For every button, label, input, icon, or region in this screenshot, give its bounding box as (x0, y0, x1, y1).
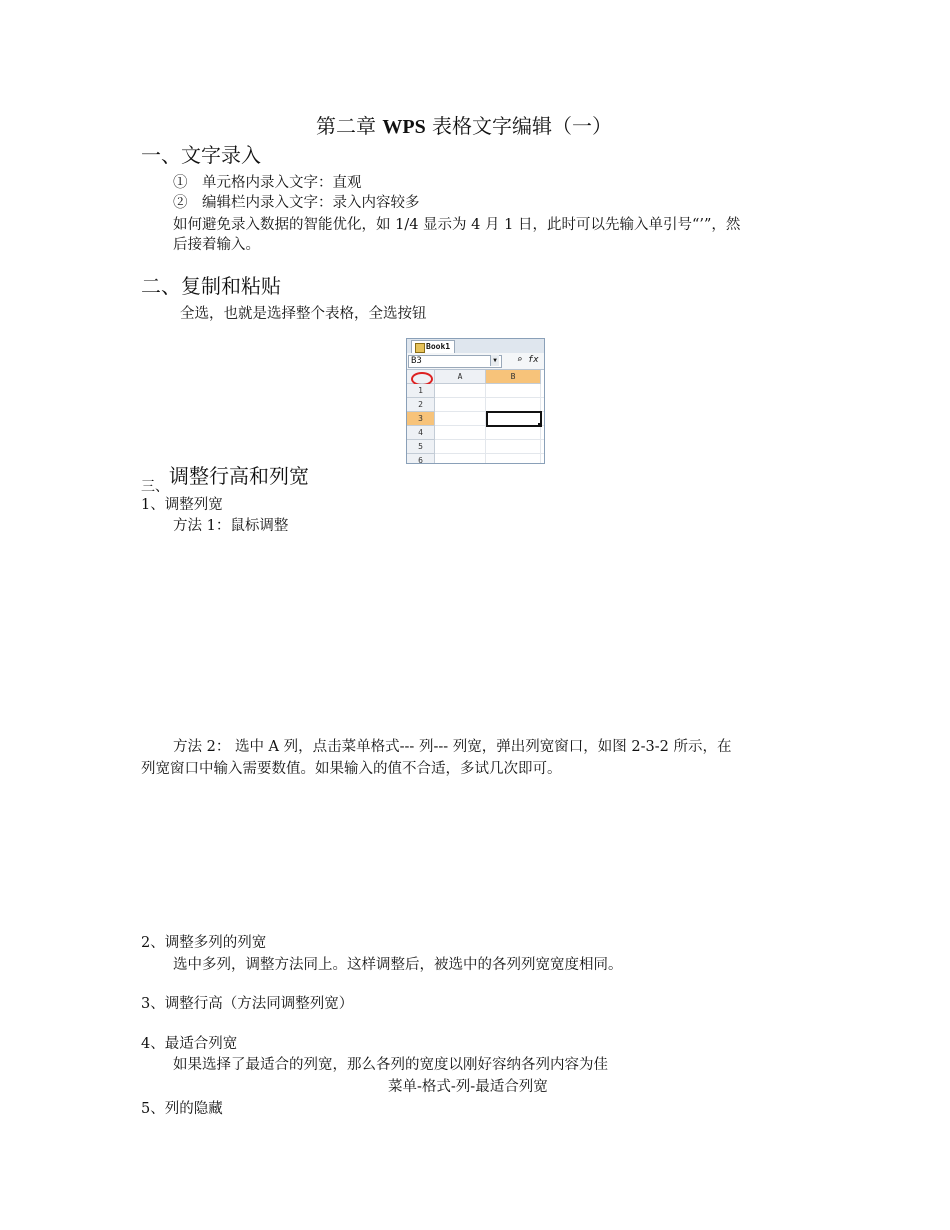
section-heading-copy-paste: 二、复制和粘贴 (141, 274, 281, 298)
fx-icon: fx (527, 355, 539, 365)
subheading: 2、调整多列的列宽 (141, 935, 267, 951)
paragraph-line: 列宽窗口中输入需要数值。如果输入的值不合适，多试几次即可。 (141, 761, 562, 777)
row-header: 5 (407, 440, 435, 454)
function-search-icon: ⌕ (517, 355, 523, 365)
sheet-tab-bar (407, 339, 544, 354)
active-cell-b3 (486, 411, 542, 427)
subheading: 3、调整行高（方法同调整列宽） (141, 996, 354, 1012)
fill-handle (538, 423, 541, 426)
chevron-down-icon: ▼ (490, 355, 499, 366)
title-suffix: 表格文字编辑（一） (425, 114, 613, 138)
row-header-selected: 3 (407, 412, 435, 426)
grid-line (435, 397, 544, 398)
page-title (316, 110, 612, 139)
subheading: 1、调整列宽 (141, 497, 223, 513)
title-bold: WPS (382, 116, 426, 138)
row-header: 2 (407, 398, 435, 412)
section-heading-text: 调整行高和列宽 (169, 464, 309, 488)
title-prefix: 第二章 (316, 114, 383, 138)
section-heading-row-col (141, 460, 309, 495)
column-header-a: A (435, 370, 486, 384)
paragraph-line: 方法 2： 选中 A 列，点击菜单格式--- 列--- 列宽，弹出列宽窗口，如图 2-3-2 所示，在 (173, 739, 732, 755)
row-header: 4 (407, 426, 435, 440)
workbook-tab-label: Book1 (426, 342, 451, 351)
grid-line (435, 439, 544, 440)
row-header: 6 (407, 454, 435, 464)
formula-bar (407, 353, 544, 370)
paragraph: 选中多列，调整方法同上。这样调整后，被选中的各列列宽宽度相同。 (173, 957, 623, 973)
column-header-b: B (486, 370, 541, 384)
paragraph: 方法 1：鼠标调整 (173, 518, 289, 534)
paragraph-line: 后接着输入。 (173, 237, 260, 253)
list-item: ② 编辑栏内录入文字：录入内容较多 (173, 195, 420, 211)
menu-path: 菜单-格式-列-最适合列宽 (388, 1079, 548, 1095)
row-header: 1 (407, 384, 435, 398)
workbook-tab (411, 340, 455, 353)
paragraph: 如果选择了最适合的列宽，那么各列的宽度以刚好容纳各列内容为佳 (173, 1057, 608, 1073)
subheading: 5、列的隐藏 (141, 1101, 223, 1117)
formula-icons (517, 355, 539, 365)
section-heading-text-entry: 一、文字录入 (141, 143, 261, 167)
list-item: ① 单元格内录入文字：直观 (173, 175, 362, 191)
section-heading-prefix: 三、 (141, 479, 169, 495)
name-box: B3 (408, 355, 502, 368)
paragraph-line: 如何避免录入数据的智能优化，如 1/4 显示为 4 月 1 日，此时可以先输入单引号“’”，然 (173, 217, 741, 233)
paragraph: 全选，也就是选择整个表格，全选按钮 (180, 306, 427, 322)
workbook-icon (415, 343, 425, 353)
spreadsheet-screenshot (406, 338, 545, 464)
subheading: 4、最适合列宽 (141, 1036, 238, 1052)
grid-line (435, 453, 544, 454)
